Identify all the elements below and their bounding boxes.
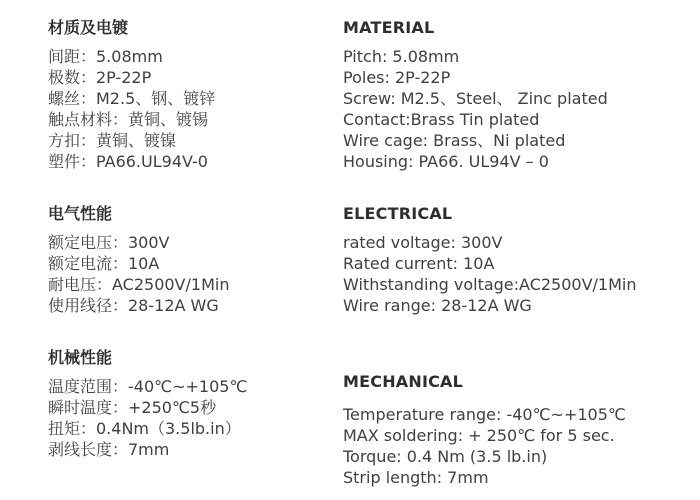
cn-mechanical-lines — [48, 376, 247, 460]
cn-mechanical-line: 瞬时温度：+250℃5秒 — [48, 398, 217, 417]
en-material-line: Pitch: 5.08mm — [343, 47, 460, 66]
cn-electrical-line: 额定电压：300V — [48, 233, 170, 252]
cn-electrical-heading: 电气性能 — [48, 204, 113, 223]
cn-electrical-line: 额定电流：10A — [48, 254, 160, 273]
en-mechanical-heading: MECHANICAL — [343, 372, 464, 391]
en-material-heading: MATERIAL — [343, 18, 435, 37]
en-mechanical-line: MAX soldering: + 250℃ for 5 sec. — [343, 426, 615, 445]
cn-mechanical-section — [48, 348, 247, 460]
cn-electrical-line: 耐电压：AC2500V/1Min — [48, 275, 230, 294]
cn-material-line: 塑件：PA66.UL94V-0 — [48, 152, 208, 171]
en-material-line: Housing: PA66. UL94V – 0 — [343, 152, 549, 171]
en-mechanical-section — [343, 372, 626, 488]
en-electrical-line: Rated current: 10A — [343, 254, 495, 273]
cn-material-line: 螺丝：M2.5、钢、镀锌 — [48, 89, 216, 108]
cn-material-line: 触点材料：黄铜、镀锡 — [48, 110, 209, 129]
cn-material-line: 方扣：黄铜、镀镍 — [48, 131, 177, 150]
en-mechanical-lines — [343, 404, 626, 488]
cn-electrical-lines — [48, 232, 229, 316]
en-material-line: Screw: M2.5、Steel、 Zinc plated — [343, 89, 608, 108]
cn-mechanical-heading: 机械性能 — [48, 348, 113, 367]
en-mechanical-line: Temperature range: -40℃~+105℃ — [343, 405, 626, 424]
cn-electrical-line: 使用线径：28-12A WG — [48, 296, 219, 315]
en-electrical-lines — [343, 232, 637, 316]
en-electrical-line: Wire range: 28-12A WG — [343, 296, 532, 315]
cn-material-line: 间距：5.08mm — [48, 47, 163, 66]
cn-mechanical-line: 温度范围：-40℃~+105℃ — [48, 377, 248, 396]
en-mechanical-line: Strip length: 7mm — [343, 468, 489, 487]
cn-mechanical-line: 剥线长度：7mm — [48, 440, 170, 459]
en-material-section — [343, 18, 608, 172]
cn-material-heading: 材质及电镀 — [48, 18, 129, 37]
en-material-line: Poles: 2P-22P — [343, 68, 451, 87]
en-electrical-section — [343, 204, 637, 316]
en-electrical-heading: ELECTRICAL — [343, 204, 453, 223]
cn-material-line: 极数：2P-22P — [48, 68, 152, 87]
cn-material-lines — [48, 46, 215, 172]
en-material-line: Wire cage: Brass、Ni plated — [343, 131, 566, 150]
en-mechanical-line: Torque: 0.4 Nm (3.5 lb.in) — [343, 447, 548, 466]
en-electrical-line: rated voltage: 300V — [343, 233, 503, 252]
en-electrical-line: Withstanding voltage:AC2500V/1Min — [343, 275, 637, 294]
cn-mechanical-line: 扭矩：0.4Nm（3.5lb.in） — [48, 419, 241, 438]
en-material-line: Contact:Brass Tin plated — [343, 110, 540, 129]
cn-material-section — [48, 18, 215, 172]
en-material-lines — [343, 46, 608, 172]
cn-electrical-section — [48, 204, 229, 316]
